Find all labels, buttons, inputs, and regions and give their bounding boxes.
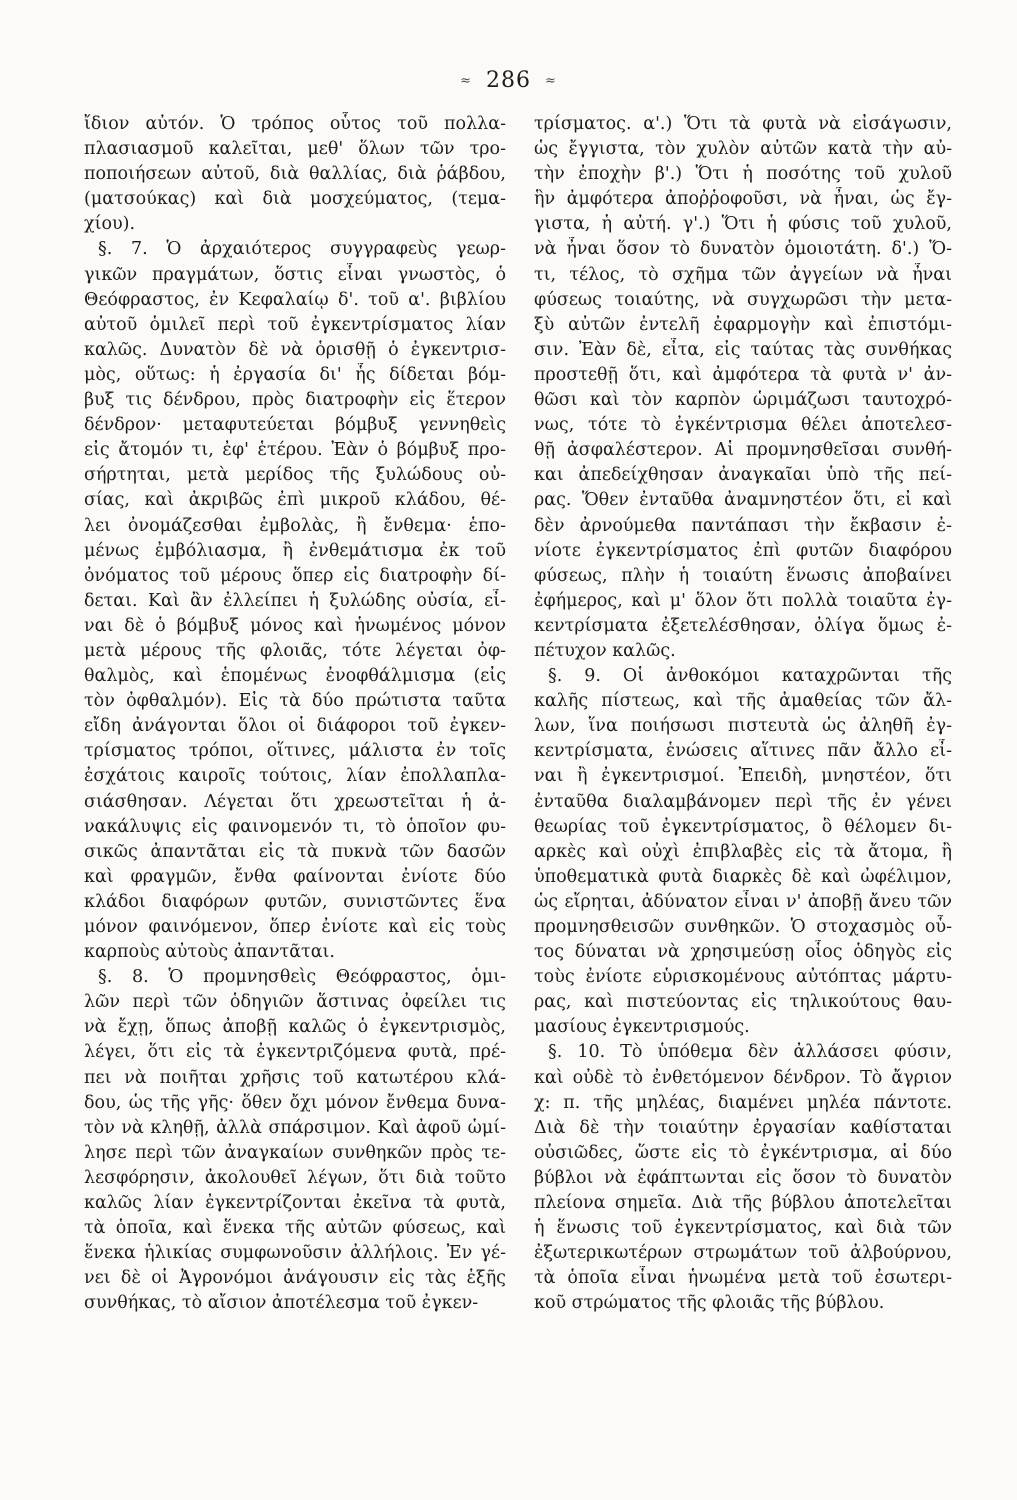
text-line: λει ὀνομάζεσθαι ἐμβολὰς, ἢ ἔνθεμα· ἑπο- xyxy=(84,515,506,536)
ornament-right-icon: ≈ xyxy=(545,73,557,89)
text-line: καλῶς. Δυνατὸν δὲ νὰ ὁρισθῇ ὁ ἐγκεντρισ- xyxy=(84,339,506,360)
page-number: 286 xyxy=(486,68,531,93)
text-line: §. 8. Ὁ προμνησθεὶς Θεόφραστος, ὁμι- xyxy=(98,967,506,988)
left-column xyxy=(84,112,506,1317)
text-line: τὰ ὁποῖα, καὶ ἕνεκα τῆς αὐτῶν φύσεως, καὶ xyxy=(84,1218,506,1239)
text-line: προμνησθεισῶν συνθηκῶν. Ὁ στοχασμὸς οὗ- xyxy=(534,917,952,937)
text-line: Διὰ δὲ τὴν τοιαύτην ἐργασίαν καθίσταται xyxy=(534,1117,952,1138)
text-line: ξὺ αὐτῶν ἐντελῆ ἐφαρμογὴν καὶ ἐπιστόμι- xyxy=(534,314,952,335)
text-line: λέγει, ὅτι εἰς τὰ ἐγκεντριζόμενα φυτὰ, πρέ- xyxy=(84,1042,506,1063)
text-line: χ: π. τῆς μηλέας, διαμένει μηλέα πάντοτε. xyxy=(534,1092,952,1113)
text-line: λῶν περὶ τῶν ὁδηγιῶν ἅστινας ὀφείλει τις xyxy=(84,992,506,1013)
text-line: πλείονα σημεῖα. Διὰ τῆς βύβλου ἀποτελεῖται xyxy=(534,1193,952,1214)
text-line: ρας. Ὅθεν ἐνταῦθα ἀναμνηστέον ὅτι, εἰ καὶ xyxy=(534,490,952,511)
text-line: λων, ἵνα ποιήσωσι πιστευτὰ ὡς ἀληθῆ ἐγ- xyxy=(534,716,952,737)
text-line: Θεόφραστος, ἐν Κεφαλαίῳ δ'. τοῦ α'. βιβλίου xyxy=(84,289,506,310)
text-line: σιάσθησαν. Λέγεται ὅτι χρεωστεῖται ἡ ἀ- xyxy=(84,791,506,812)
text-line: σήρτηται, μετὰ μερίδος τῆς ξυλώδους οὐ- xyxy=(84,465,506,486)
text-line: τι, τέλος, τὸ σχῆμα τῶν ἀγγείων νὰ ἦναι xyxy=(534,264,952,285)
text-line: τὸν ὀφθαλμόν). Εἰς τὰ δύο πρώτιστα ταῦτα xyxy=(84,691,506,712)
text-line: μόνον φαινόμενον, ὅπερ ἐνίοτε καὶ εἰς τοὺς xyxy=(84,917,506,937)
text-line: αρκὲς καὶ οὐχὶ ἐπιβλαβὲς εἰς τὰ ἄτομα, ἢ xyxy=(534,841,952,862)
text-line: κλάδοι διαφόρων φυτῶν, συνιστῶντες ἕνα xyxy=(84,891,506,912)
text-line: τὸν νὰ κληθῇ, ἀλλὰ σπάρσιμον. Καὶ ἀφοῦ ὡμί- xyxy=(84,1117,506,1138)
text-line: και ἀπεδείχθησαν ἀναγκαῖαι ὑπὸ τῆς πεί- xyxy=(534,465,952,486)
text-line: καρποὺς αὐτοὺς ἀπαντᾶται. xyxy=(84,942,335,963)
text-line: καὶ φραγμῶν, ἔνθα φαίνονται ἐνίοτε δύο xyxy=(84,866,506,887)
text-line: λησε περὶ τῶν ἀναγκαίων συνθηκῶν πρὸς τε- xyxy=(84,1142,506,1163)
text-line: καὶ οὐδὲ τὸ ἐνθετόμενον δένδρον. Τὸ ἄγριον xyxy=(534,1067,952,1088)
text-line: θῇ ἀσφαλέστερον. Αἱ προμνησθεῖσαι συνθή- xyxy=(534,440,952,461)
text-line: ἐφήμερος, καὶ μ' ὅλον ὅτι πολλὰ τοιαῦτα ἐγ- xyxy=(534,590,952,611)
text-line: σίας, καὶ ἀκριβῶς ἐπὶ μικροῦ κλάδου, θέ- xyxy=(84,490,506,511)
text-line: προστεθῇ ὅτι, καὶ ἀμφότερα τὰ φυτὰ ν' ἀν- xyxy=(534,364,952,385)
text-line: §. 9. Οἱ ἀνθοκόμοι καταχρῶνται τῆς xyxy=(548,666,952,687)
text-line: πέτυχον καλῶς. xyxy=(534,640,676,661)
text-line: ὑποθεματικὰ φυτὰ διαρκὲς δὲ καὶ ὠφέλιμον, xyxy=(534,866,952,887)
text-line: τὴν ἐποχὴν β'.) Ὅτι ἡ ποσότης τοῦ χυλοῦ xyxy=(534,164,952,185)
text-line: ἣν ἀμφότερα ἀποῤῥοφοῦσι, νὰ ἦναι, ὡς ἔγ- xyxy=(534,189,952,210)
text-line: βυξ τις δένδρου, πρὸς διατροφὴν εἰς ἕτερον xyxy=(84,390,506,411)
text-line: γικῶν πραγμάτων, ὅστις εἶναι γνωστὸς, ὁ xyxy=(84,264,506,285)
text-line: μὸς, οὕτως: ἡ ἐργασία δι' ἧς δίδεται βόμ- xyxy=(84,364,506,385)
text-line: γιστα, ἡ αὐτή. γ'.) Ὅτι ἡ φύσις τοῦ χυλοῦ, xyxy=(534,214,952,235)
text-line: συνθήκας, τὸ αἴσιον ἀποτέλεσμα τοῦ ἐγκεν- xyxy=(84,1293,479,1314)
text-line: ὡς εἴρηται, ἀδύνατον εἶναι ν' ἀποβῇ ἄνευ τῶν xyxy=(534,891,952,912)
text-line: ἐσχάτοις καιροῖς τούτοις, λίαν ἐπολλαπλα- xyxy=(84,766,506,787)
text-line: ρας, καὶ πιστεύοντας εἰς τηλικούτους θαυ- xyxy=(534,992,952,1013)
text-line: νει δὲ οἱ Ἀγρονόμοι ἀνάγουσιν εἰς τὰς ἑξῆς xyxy=(84,1268,506,1289)
page-header xyxy=(0,68,1017,93)
text-line: ὀνόματος τοῦ μέρους ὅπερ εἰς διατροφὴν δί- xyxy=(84,565,506,586)
text-line: ἡ ἕνωσις τοῦ ἐγκεντρίσματος, καὶ διὰ τῶν xyxy=(534,1218,952,1239)
text-line: §. 7. Ὁ ἀρχαιότερος συγγραφεὺς γεωρ- xyxy=(98,239,506,260)
text-line: καλῆς πίστεως, καὶ τῆς ἀμαθείας τῶν ἄλ- xyxy=(534,691,952,712)
text-line: σικῶς ἀπαντᾶται εἰς τὰ πυκνὰ τῶν δασῶν xyxy=(84,841,506,862)
text-line: κοῦ στρώματος τῆς φλοιᾶς τῆς βύβλου. xyxy=(534,1293,885,1314)
text-line: χίου). xyxy=(84,214,136,235)
text-line: πλασιασμοῦ καλεῖται, μεθ' ὅλων τῶν τρο- xyxy=(84,139,506,160)
text-line: ναι δὲ ὁ βόμβυξ μόνος καὶ ἡνωμένος μόνον xyxy=(84,615,506,636)
text-line: ἐξωτερικωτέρων στρωμάτων τοῦ ἀλβούρνου, xyxy=(534,1243,952,1264)
text-line: θεωρίας τοῦ ἐγκεντρίσματος, ὃ θέλομεν δι- xyxy=(534,816,952,837)
text-line: μασίους ἐγκεντρισμούς. xyxy=(534,1017,750,1038)
text-line: νὰ ἔχῃ, ὅπως ἀποβῇ καλῶς ὁ ἐγκεντρισμὸς, xyxy=(84,1017,506,1038)
text-line: σιν. Ἐὰν δὲ, εἶτα, εἰς ταύτας τὰς συνθήκας xyxy=(534,339,952,360)
text-line: ἐνταῦθα διαλαμβάνομεν περὶ τῆς ἐν γένει xyxy=(534,791,952,812)
text-line: τος δύναται νὰ χρησιμεύσῃ οἷος ὁδηγὸς εἰς xyxy=(534,942,952,963)
ornament-left-icon: ≈ xyxy=(460,73,472,89)
right-column xyxy=(534,112,952,1317)
text-line: (ματσούκας) καὶ διὰ μοσχεύματος, (τεμα- xyxy=(84,189,506,210)
text-line: εἴδη ἀνάγονται ὅλοι οἱ διάφοροι τοῦ ἐγκεν- xyxy=(84,716,506,737)
text-line: δὲν ἀρνούμεθα παντάπασι τὴν ἔκβασιν ἐ- xyxy=(534,515,952,536)
text-line: φύσεως τοιαύτης, νὰ συγχωρῶσι τὴν μετα- xyxy=(534,289,952,310)
text-line: θαλμὸς, καὶ ἑπομένως ἐνοφθάλμισμα (εἰς xyxy=(84,666,506,687)
text-line: τρίσματος τρόποι, οἵτινες, μάλιστα ἐν τοῖς xyxy=(84,741,506,762)
text-line: δου, ὡς τῆς γῆς· ὅθεν ὄχι μόνον ἔνθεμα δυνα- xyxy=(84,1092,506,1113)
text-line: μετὰ μέρους τῆς φλοιᾶς, τότε λέγεται ὀφ- xyxy=(84,640,506,661)
text-line: κεντρίσματα, ἑνώσεις αἵτινες πᾶν ἄλλο εἶ- xyxy=(534,741,952,762)
text-line: εἰς ἄτομόν τι, ἐφ' ἑτέρου. Ἐὰν ὁ βόμβυξ προ- xyxy=(84,440,506,461)
text-line: κεντρίσματα ἐξετελέσθησαν, ὀλίγα ὅμως ἐ- xyxy=(534,615,952,636)
text-line: νακάλυψις εἰς φαινομενόν τι, τὸ ὁποῖον φυ- xyxy=(84,816,506,837)
text-line: πει νὰ ποιῆται χρῆσις τοῦ κατωτέρου κλά- xyxy=(84,1067,506,1088)
text-line: νίοτε ἐγκεντρίσματος ἐπὶ φυτῶν διαφόρου xyxy=(534,540,952,561)
text-line: δένδρον· μεταφυτεύεται βόμβυξ γεννηθεὶς xyxy=(84,415,506,436)
text-line: βύβλοι νὰ ἐφάπτωνται εἰς ὅσον τὸ δυνατὸν xyxy=(534,1167,952,1188)
text-line: τοὺς ἐνίοτε εὑρισκομένους αὐτόπτας μάρτυ- xyxy=(534,967,952,988)
text-line: θῶσι καὶ τὸν καρπὸν ὡριμάζωσι ταυτοχρό- xyxy=(534,390,952,411)
text-line: τὰ ὁποῖα εἶναι ἡνωμένα μετὰ τοῦ ἐσωτερι- xyxy=(534,1268,952,1289)
text-line: φύσεως, πλὴν ἡ τοιαύτη ἕνωσις ἀποβαίνει xyxy=(534,565,952,586)
text-line: τρίσματος. α'.) Ὅτι τὰ φυτὰ νὰ εἰσάγωσιν, xyxy=(534,114,952,134)
text-line: ὡς ἔγγιστα, τὸν χυλὸν αὐτῶν κατὰ τὴν αὐ- xyxy=(534,139,952,160)
text-line: οὐσιῶδες, ὥστε εἰς τὸ ἐγκέντρισμα, αἱ δύο xyxy=(534,1142,952,1163)
text-line: μένως ἐμβόλιασμα, ἢ ἐνθεμάτισμα ἐκ τοῦ xyxy=(84,540,506,561)
text-line: ἕνεκα ἡλικίας συμφωνοῦσιν ἀλλήλοις. Ἐν γέ- xyxy=(84,1243,506,1264)
text-line: νὰ ἦναι ὅσον τὸ δυνατὸν ὁμοιοτάτη. δ'.) Ὅ- xyxy=(534,239,952,260)
text-line: ναι ἢ ἐγκεντρισμοί. Ἐπειδὴ, μνηστέον, ὅτι xyxy=(534,766,952,787)
text-line: δεται. Καὶ ἂν ἐλλείπει ἡ ξυλώδης οὐσία, εἶ- xyxy=(84,590,506,611)
text-line: ἴδιον αὐτόν. Ὁ τρόπος οὗτος τοῦ πολλα- xyxy=(84,114,506,134)
text-line: καλῶς λίαν ἐγκεντρίζονται ἐκεῖνα τὰ φυτὰ, xyxy=(84,1193,506,1214)
text-line: ποποιήσεων αὐτοῦ, διὰ θαλλίας, διὰ ῥάβδου, xyxy=(84,164,506,185)
text-line: §. 10. Τὸ ὑπόθεμα δὲν ἀλλάσσει φύσιν, xyxy=(548,1042,952,1063)
text-line: αὐτοῦ ὁμιλεῖ περὶ τοῦ ἐγκεντρίσματος λίαν xyxy=(84,314,506,335)
text-line: νως, τότε τὸ ἐγκέντρισμα θέλει ἀποτελεσ- xyxy=(534,415,952,436)
text-line: λεσφόρησιν, ἀκολουθεῖ λέγων, ὅτι διὰ τοῦτο xyxy=(84,1167,506,1188)
